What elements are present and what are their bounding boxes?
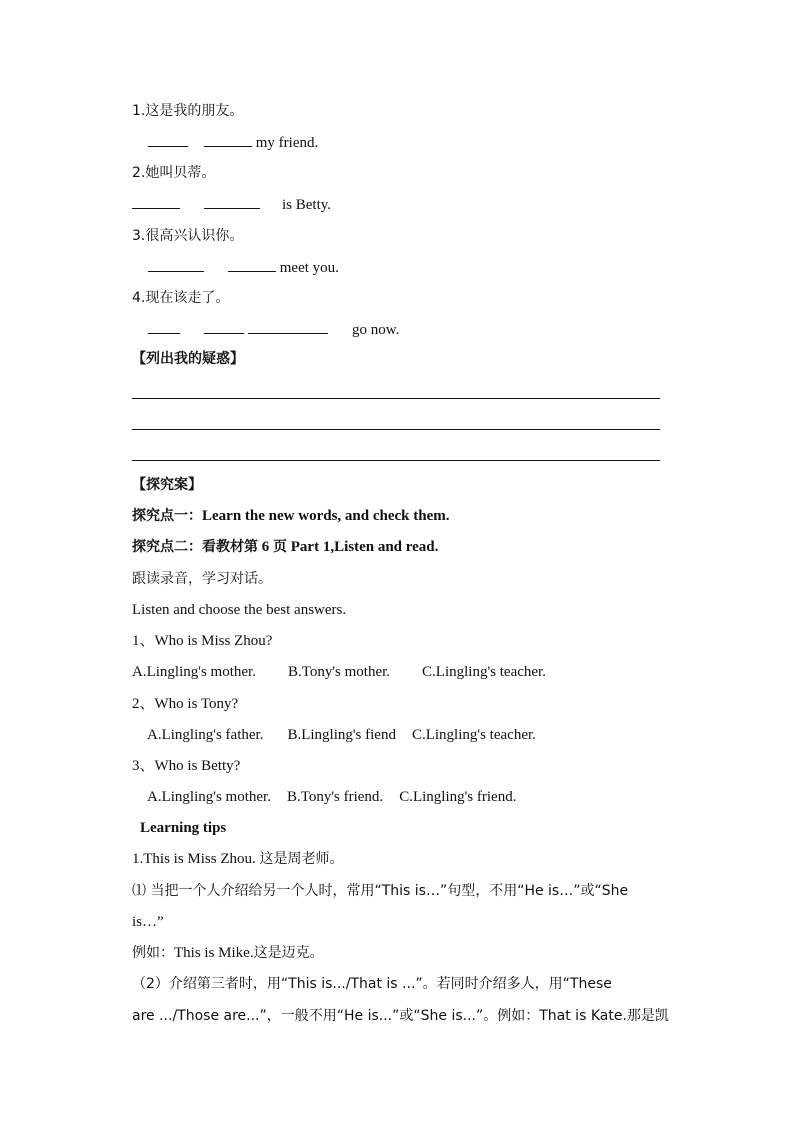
option-c[interactable]: C.Lingling's teacher. xyxy=(411,727,536,743)
question-1-options xyxy=(132,663,546,681)
option-a[interactable]: A.Lingling's mother. xyxy=(132,664,256,680)
explore-heading: 【探究案】 xyxy=(132,477,202,493)
follow-instruction: 跟读录音，学习对话。 xyxy=(132,571,272,587)
question-2: 2、Who is Tony? xyxy=(132,696,239,712)
answer-blank[interactable] xyxy=(204,133,252,147)
question-3-options xyxy=(132,788,516,806)
doubt-line[interactable] xyxy=(132,398,660,399)
answer-blank[interactable] xyxy=(148,258,204,272)
tip-paragraph-2-line-2: are .../Those are...”，一般不用“He is...”或“She is...”。例如：That is Kate.那是凯 xyxy=(132,1008,669,1024)
question-1: 1、Who is Miss Zhou? xyxy=(132,633,273,649)
option-a[interactable]: A.Lingling's mother. xyxy=(147,789,271,805)
exercise-3-answer-line xyxy=(132,258,339,277)
doubts-heading: 【列出我的疑惑】 xyxy=(132,351,244,367)
exercise-1-answer-line xyxy=(132,133,318,152)
answer-blank[interactable] xyxy=(228,258,276,272)
answer-blank[interactable] xyxy=(148,133,188,147)
tip-1: 1.This is Miss Zhou. 这是周老师。 xyxy=(132,851,344,867)
option-b[interactable]: B.Tony's friend. xyxy=(286,789,384,805)
exercise-1-tail: my friend. xyxy=(255,135,319,151)
option-c[interactable]: C.Lingling's friend. xyxy=(399,789,517,805)
exercise-4-tail: go now. xyxy=(352,322,400,338)
exercise-3-prompt: 3.很高兴认识你。 xyxy=(132,228,244,244)
option-a[interactable]: A.Lingling's father. xyxy=(147,727,264,743)
exercise-2-tail: is Betty. xyxy=(282,197,332,213)
exercise-4-prompt: 4.现在该走了。 xyxy=(132,290,230,306)
learning-tips-heading: Learning tips xyxy=(140,820,227,836)
exercise-4-answer-line xyxy=(132,320,399,339)
answer-blank[interactable] xyxy=(204,320,244,334)
doubt-line[interactable] xyxy=(132,460,660,461)
option-b[interactable]: B.Lingling's fiend xyxy=(287,727,396,743)
answer-blank[interactable] xyxy=(148,320,180,334)
exercise-3-tail: meet you. xyxy=(279,260,339,276)
option-c[interactable]: C.Lingling's teacher. xyxy=(422,664,546,680)
explore-point-1: 探究点一：Learn the new words, and check them. xyxy=(132,508,450,524)
answer-blank[interactable] xyxy=(132,195,180,209)
option-b[interactable]: B.Tony's mother. xyxy=(287,664,391,680)
explore-point-2: 探究点二：看教材第 6 页 Part 1,Listen and read. xyxy=(132,539,439,555)
question-2-options xyxy=(132,726,536,744)
exercise-2-prompt: 2.她叫贝蒂。 xyxy=(132,165,216,181)
question-3: 3、Who is Betty? xyxy=(132,758,241,774)
answer-blank[interactable] xyxy=(248,320,328,334)
tip-paragraph-1-line-1: ⑴ 当把一个人介绍给另一个人时，常用“This is…”句型，不用“He is…”或“She xyxy=(132,883,629,899)
tip-paragraph-1-line-2: is…” xyxy=(132,914,164,930)
listen-instruction: Listen and choose the best answers. xyxy=(132,602,347,618)
exercise-2-answer-line xyxy=(132,195,331,214)
tip-paragraph-2-line-1: （2）介绍第三者时，用“This is.../That is ...”。若同时介绍多人，用“These xyxy=(132,976,612,992)
exercise-1-prompt: 1.这是我的朋友。 xyxy=(132,103,244,119)
answer-blank[interactable] xyxy=(204,195,260,209)
example-1: 例如：This is Mike.这是迈克。 xyxy=(132,945,324,961)
doubt-line[interactable] xyxy=(132,429,660,430)
